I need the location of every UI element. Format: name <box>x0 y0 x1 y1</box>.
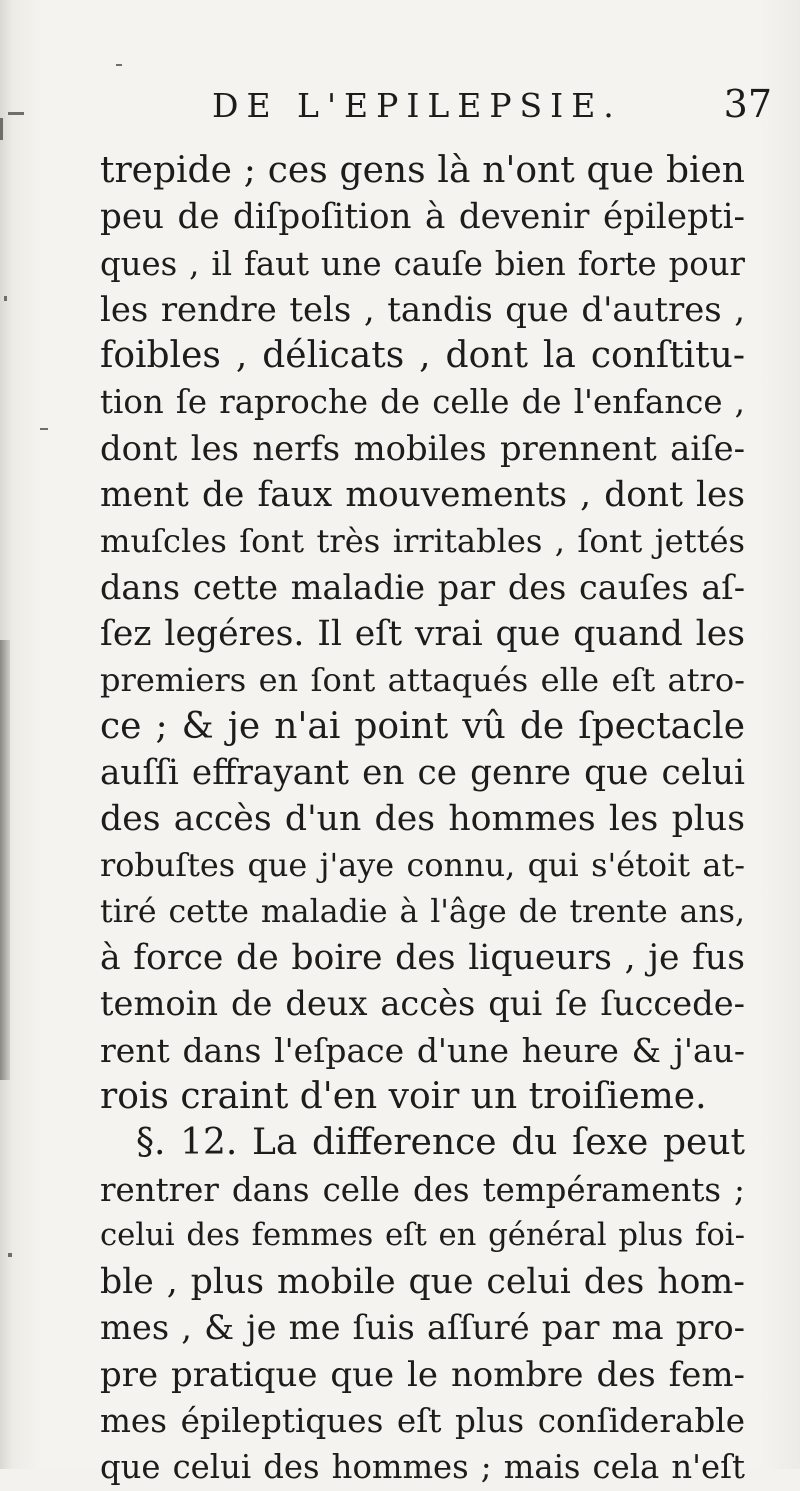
text-line: rent dans l'eſpace d'une heure & j'au- <box>100 1030 745 1070</box>
text-line: ment de faux mouvements , dont les <box>100 475 745 516</box>
text-line: muſcles ſont très irritables , ſont jettés <box>100 522 745 561</box>
text-line: ble , plus mobile que celui des hom- <box>100 1262 745 1303</box>
text-line: celui des femmes eſt en général plus foi- <box>100 1217 745 1253</box>
margin-mark <box>4 296 7 301</box>
text-line: mes épileptiques eſt plus conſiderable <box>100 1402 745 1441</box>
text-line: ſez legéres. Il eſt vrai que quand les <box>100 613 745 654</box>
text-line: auſſi effrayant en ce genre que celui <box>100 752 745 793</box>
margin-mark <box>8 112 24 115</box>
text-line: mes , & je me ſuis aſſuré par ma pro- <box>100 1308 745 1348</box>
section-start-line: §. 12. La difference du ſexe peut <box>136 1122 745 1164</box>
text-line: trepide ; ces gens là n'ont que bien <box>100 150 745 191</box>
margin-mark <box>8 1253 12 1257</box>
text-line: dans cette maladie par des cauſes aſ- <box>100 567 745 607</box>
text-line: ques , il faut une cauſe bien forte pour <box>100 244 745 283</box>
text-line: rentrer dans celle des tempéraments ; <box>100 1170 745 1209</box>
text-line: les rendre tels , tandis que d'autres , <box>100 289 745 329</box>
page-number: 37 <box>723 82 772 126</box>
text-line: pre pratique que le nombre des fem- <box>100 1354 745 1395</box>
text-line: que celui des hommes ; mais cela n'eſt <box>100 1448 745 1487</box>
text-line: rois craint d'en voir un troiſieme. <box>100 1075 707 1117</box>
text-line: foibles , délicats , dont la conſtitu- <box>100 335 745 377</box>
margin-mark <box>116 64 122 66</box>
text-line: temoin de deux accès qui ſe ſuccede- <box>100 984 745 1024</box>
text-line: dont les nerfs mobiles prennent aiſe- <box>100 428 745 468</box>
text-line: ce ; & je n'ai point vû de ſpectacle <box>100 705 745 747</box>
body-text <box>100 148 745 1491</box>
text-line: peu de diſpoſition à devenir épilepti- <box>100 197 745 238</box>
text-line: des accès d'un des hommes les plus <box>100 799 745 840</box>
text-line: premiers en ſont attaqués elle eſt atro- <box>100 661 745 700</box>
margin-mark <box>0 118 3 140</box>
running-head: DE L'EPILEPSIE. <box>212 86 622 125</box>
text-line: tion ſe raproche de celle de l'enfance , <box>100 383 745 422</box>
text-line: tiré cette maladie à l'âge de trente ans, <box>100 893 745 930</box>
text-line: robuſtes que j'aye connu, qui s'étoit at- <box>100 846 745 885</box>
binding-shadow <box>0 640 10 1080</box>
page-header <box>212 78 772 138</box>
margin-mark <box>40 428 48 430</box>
text-line: à force de boire des liqueurs , je fus <box>100 938 745 979</box>
